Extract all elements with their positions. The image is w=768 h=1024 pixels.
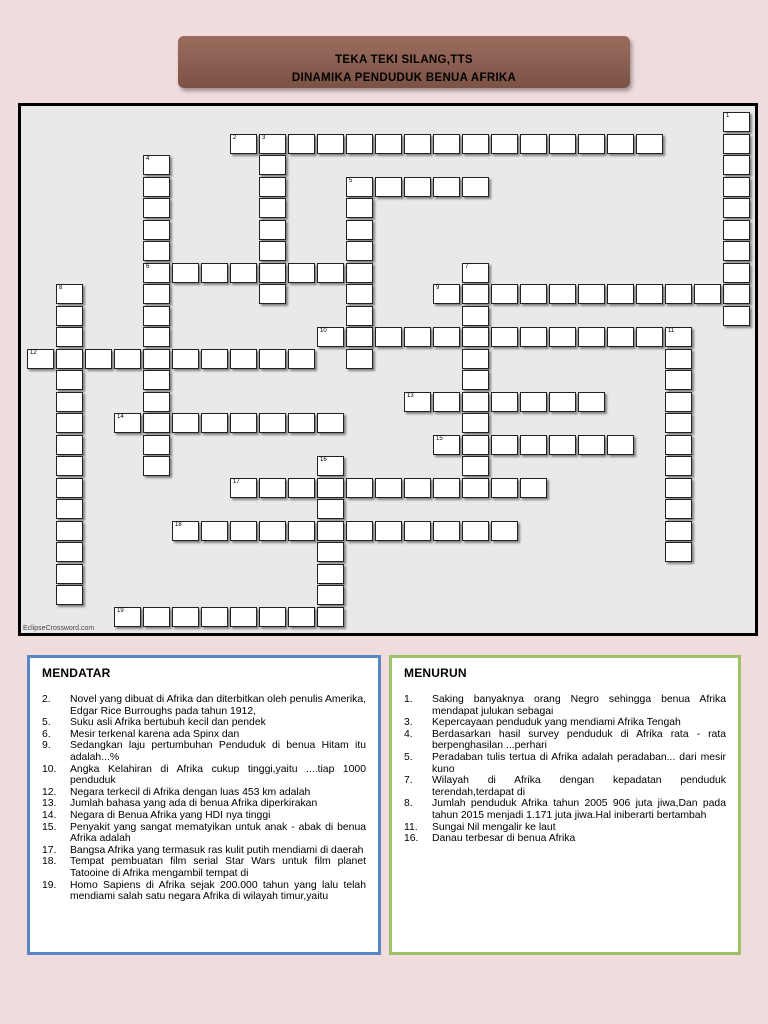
- crossword-cell[interactable]: [259, 284, 286, 304]
- cell-number: 1: [726, 113, 730, 119]
- crossword-cell[interactable]: [259, 607, 286, 627]
- clue-number: 6.: [42, 728, 51, 740]
- menurun-clue: [404, 798, 726, 821]
- crossword-cell[interactable]: [346, 198, 373, 218]
- crossword-cell[interactable]: [346, 134, 373, 154]
- crossword-cell[interactable]: [143, 306, 170, 326]
- crossword-cell[interactable]: [56, 478, 83, 498]
- crossword-cell[interactable]: [578, 435, 605, 455]
- crossword-cell[interactable]: [56, 499, 83, 519]
- crossword-cell[interactable]: [723, 306, 750, 326]
- crossword-cell[interactable]: [491, 392, 518, 412]
- crossword-cell[interactable]: [549, 284, 576, 304]
- crossword-cell[interactable]: [317, 564, 344, 584]
- crossword-cell[interactable]: [462, 413, 489, 433]
- crossword-cell[interactable]: [433, 435, 460, 455]
- clue-number: 14.: [42, 809, 57, 821]
- crossword-cell[interactable]: [201, 349, 228, 369]
- crossword-cell[interactable]: [375, 177, 402, 197]
- crossword-cell[interactable]: [288, 349, 315, 369]
- crossword-cell[interactable]: [723, 284, 750, 304]
- clue-number: 5.: [42, 717, 51, 729]
- crossword-cell[interactable]: [56, 521, 83, 541]
- crossword-cell[interactable]: [549, 392, 576, 412]
- crossword-cell[interactable]: [491, 435, 518, 455]
- crossword-cell[interactable]: [317, 607, 344, 627]
- menurun-clue: [404, 752, 726, 775]
- crossword-cell[interactable]: [694, 284, 721, 304]
- crossword-cell[interactable]: [317, 478, 344, 498]
- clue-number: 17.: [42, 844, 57, 856]
- mendatar-title: MENDATAR: [42, 666, 111, 680]
- clue-text: Jumlah bahasa yang ada di benua Afrika diperkirakan: [70, 798, 318, 810]
- crossword-cell[interactable]: [143, 349, 170, 369]
- mendatar-clue: [42, 845, 366, 857]
- crossword-cell[interactable]: [230, 263, 257, 283]
- crossword-cell[interactable]: [259, 134, 286, 154]
- crossword-cell[interactable]: [433, 134, 460, 154]
- crossword-cell[interactable]: [723, 220, 750, 240]
- mendatar-clue: [42, 880, 366, 903]
- crossword-cell[interactable]: [143, 370, 170, 390]
- crossword-cell[interactable]: [491, 478, 518, 498]
- crossword-cell[interactable]: [56, 435, 83, 455]
- crossword-cell[interactable]: [259, 478, 286, 498]
- crossword-cell[interactable]: [288, 413, 315, 433]
- crossword-cell[interactable]: [491, 327, 518, 347]
- crossword-cell[interactable]: [520, 284, 547, 304]
- clue-number: 15.: [42, 821, 57, 833]
- cell-number: 5: [349, 177, 353, 184]
- clue-text: Tempat pembuatan film serial Star Wars untuk film planet Tatooine di Afrika mengambil tempat di: [70, 856, 366, 879]
- crossword-cell[interactable]: [578, 327, 605, 347]
- crossword-cell[interactable]: [230, 521, 257, 541]
- crossword-cell[interactable]: [375, 134, 402, 154]
- clue-text: Peradaban tulis tertua di Afrika adalah peradaban... dari mesir kuno: [432, 751, 726, 775]
- crossword-cell[interactable]: [346, 521, 373, 541]
- menurun-clue: [404, 775, 726, 798]
- crossword-cell[interactable]: [143, 456, 170, 476]
- crossword-cell[interactable]: [462, 478, 489, 498]
- crossword-cell[interactable]: [723, 155, 750, 175]
- crossword-cell[interactable]: [462, 456, 489, 476]
- crossword-cell[interactable]: [607, 284, 634, 304]
- crossword-cell[interactable]: [433, 327, 460, 347]
- crossword-cell[interactable]: [404, 327, 431, 347]
- crossword-cell[interactable]: [143, 177, 170, 197]
- crossword-cell[interactable]: [723, 241, 750, 261]
- crossword-cell[interactable]: [143, 220, 170, 240]
- crossword-cell[interactable]: [56, 306, 83, 326]
- clue-text: Danau terbesar di benua Afrika: [432, 833, 576, 845]
- mendatar-clue: [42, 822, 366, 845]
- cell-number: 19: [117, 607, 124, 614]
- crossword-cell[interactable]: [636, 327, 663, 347]
- crossword-cell[interactable]: [317, 263, 344, 283]
- crossword-cell[interactable]: [346, 284, 373, 304]
- crossword-cell[interactable]: [346, 263, 373, 283]
- crossword-cell[interactable]: [404, 478, 431, 498]
- clue-number: 10.: [42, 763, 57, 775]
- clue-number: 12.: [42, 786, 57, 798]
- mendatar-panel: [27, 655, 381, 955]
- crossword-cell[interactable]: [56, 370, 83, 390]
- crossword-cell[interactable]: [462, 134, 489, 154]
- crossword-cell[interactable]: [404, 521, 431, 541]
- mendatar-clue: [42, 717, 366, 729]
- clue-number: 3.: [404, 717, 413, 729]
- crossword-cell[interactable]: [201, 413, 228, 433]
- crossword-cell[interactable]: [114, 607, 141, 627]
- clue-text: Wilayah di Afrika dengan kepadatan penduduk terendah,terdapat di: [432, 775, 726, 798]
- cell-number: 17: [233, 478, 240, 485]
- crossword-cell[interactable]: [172, 263, 199, 283]
- crossword-cell[interactable]: [636, 284, 663, 304]
- menurun-clue: [404, 822, 726, 834]
- mendatar-clue: [42, 856, 366, 879]
- crossword-cell[interactable]: [520, 478, 547, 498]
- clue-text: Homo Sapiens di Afrika sejak 200.000 tahun yang lalu telah mendiami salah satu negara Afrika di wilayah timur,yaitu: [70, 879, 366, 903]
- crossword-cell[interactable]: [665, 542, 692, 562]
- crossword-cell[interactable]: [375, 478, 402, 498]
- crossword-cell[interactable]: [607, 435, 634, 455]
- clue-text: Suku asli Afrika bertubuh kecil dan pendek: [70, 717, 266, 729]
- crossword-cell[interactable]: [665, 327, 692, 347]
- crossword-cell[interactable]: [346, 327, 373, 347]
- crossword-cell[interactable]: [259, 241, 286, 261]
- crossword-cell[interactable]: [172, 349, 199, 369]
- crossword-cell[interactable]: [607, 327, 634, 347]
- crossword-cell[interactable]: [346, 177, 373, 197]
- clue-number: 7.: [404, 775, 413, 787]
- clue-text: Saking banyaknya orang Negro sehingga benua Afrika mendapat julukan sebagai: [432, 694, 726, 717]
- cell-number: 9: [436, 285, 440, 291]
- crossword-cell[interactable]: [230, 134, 257, 154]
- crossword-cell[interactable]: [723, 177, 750, 197]
- crossword-cell[interactable]: [549, 327, 576, 347]
- crossword-cell[interactable]: [665, 499, 692, 519]
- menurun-clue: [404, 694, 726, 717]
- crossword-cell[interactable]: [114, 349, 141, 369]
- menurun-clue: [404, 729, 726, 752]
- crossword-cell[interactable]: [665, 392, 692, 412]
- crossword-cell[interactable]: [56, 413, 83, 433]
- crossword-cell[interactable]: [723, 263, 750, 283]
- crossword-cell[interactable]: [520, 435, 547, 455]
- crossword-cell[interactable]: [56, 327, 83, 347]
- crossword-cell[interactable]: [665, 478, 692, 498]
- cell-number: 6: [146, 263, 150, 270]
- crossword-cell[interactable]: [259, 155, 286, 175]
- cell-number: 10: [320, 328, 327, 334]
- crossword-cell[interactable]: [288, 263, 315, 283]
- mendatar-clue: [42, 810, 366, 822]
- crossword-cell[interactable]: [56, 564, 83, 584]
- crossword-cell[interactable]: [56, 349, 83, 369]
- cell-number: 14: [117, 414, 124, 420]
- crossword-cell[interactable]: [549, 134, 576, 154]
- crossword-cell[interactable]: [665, 349, 692, 369]
- crossword-cell[interactable]: [288, 521, 315, 541]
- crossword-cell[interactable]: [665, 284, 692, 304]
- clue-text: Negara di Benua Afrika yang HDI nya tinggi: [70, 809, 271, 821]
- mendatar-clue: [42, 694, 366, 717]
- crossword-cell[interactable]: [172, 521, 199, 541]
- cell-number: 12: [30, 349, 37, 356]
- clue-text: Angka Kelahiran di Afrika cukup tinggi,yaitu ....tiap 1000 penduduk: [70, 763, 366, 787]
- crossword-cell[interactable]: [143, 263, 170, 283]
- menurun-panel: [389, 655, 741, 955]
- crossword-cell[interactable]: [346, 306, 373, 326]
- crossword-cell[interactable]: [723, 198, 750, 218]
- crossword-cell[interactable]: [665, 521, 692, 541]
- crossword-cell[interactable]: [56, 456, 83, 476]
- crossword-cell[interactable]: [665, 435, 692, 455]
- clue-number: 19.: [42, 879, 57, 891]
- crossword-cell[interactable]: [665, 370, 692, 390]
- crossword-cell[interactable]: [491, 134, 518, 154]
- crossword-cell[interactable]: [317, 327, 344, 347]
- crossword-cell[interactable]: [520, 392, 547, 412]
- clue-text: Berdasarkan hasil survey penduduk di Afrika rata - rata berpenghasilan ...perhari: [432, 728, 726, 752]
- cell-number: 4: [146, 156, 150, 162]
- crossword-cell[interactable]: [56, 392, 83, 412]
- crossword-cell[interactable]: [462, 349, 489, 369]
- mendatar-clue: [42, 787, 366, 799]
- crossword-cell[interactable]: [346, 478, 373, 498]
- crossword-cell[interactable]: [143, 327, 170, 347]
- menurun-clue: [404, 833, 726, 845]
- clue-number: 11.: [404, 821, 418, 833]
- cell-number: 16: [320, 457, 327, 463]
- crossword-cell[interactable]: [491, 521, 518, 541]
- crossword-cell[interactable]: [462, 306, 489, 326]
- crossword-cell[interactable]: [433, 392, 460, 412]
- crossword-cell[interactable]: [259, 349, 286, 369]
- crossword-cell[interactable]: [201, 607, 228, 627]
- crossword-cell[interactable]: [259, 263, 286, 283]
- crossword-cell[interactable]: [433, 478, 460, 498]
- crossword-cell[interactable]: [636, 134, 663, 154]
- title-line-1: TEKA TEKI SILANG,TTS: [335, 54, 473, 66]
- cell-number: 18: [175, 521, 182, 528]
- crossword-cell[interactable]: [56, 542, 83, 562]
- crossword-cell[interactable]: [172, 607, 199, 627]
- crossword-cell[interactable]: [288, 607, 315, 627]
- crossword-cell[interactable]: [317, 413, 344, 433]
- clue-number: 8.: [404, 798, 413, 810]
- crossword-cell[interactable]: [404, 134, 431, 154]
- crossword-cell[interactable]: [259, 521, 286, 541]
- crossword-cell[interactable]: [85, 349, 112, 369]
- crossword-cell[interactable]: [462, 263, 489, 283]
- crossword-cell[interactable]: [375, 521, 402, 541]
- cell-number: 2: [233, 134, 237, 141]
- mendatar-clue: [42, 798, 366, 810]
- crossword-cell[interactable]: [723, 112, 750, 132]
- crossword-cell[interactable]: [143, 241, 170, 261]
- clue-text: Penyakit yang sangat mematyikan untuk anak - abak di benua Afrika adalah: [70, 821, 366, 845]
- crossword-cell[interactable]: [230, 607, 257, 627]
- crossword-cell[interactable]: [317, 456, 344, 476]
- crossword-cell[interactable]: [143, 435, 170, 455]
- crossword-cell[interactable]: [201, 263, 228, 283]
- clue-text: Sungai Nil mengalir ke laut: [432, 821, 556, 833]
- clue-number: 2.: [42, 694, 51, 705]
- crossword-cell[interactable]: [665, 413, 692, 433]
- crossword-cell[interactable]: [230, 413, 257, 433]
- clue-number: 5.: [404, 751, 413, 763]
- crossword-cell[interactable]: [346, 241, 373, 261]
- crossword-cell[interactable]: [462, 521, 489, 541]
- clue-text: Jumlah penduduk Afrika tahun 2005 906 juta jiwa,Dan pada tahun 2015 menjadi 1.171 juta jiwa.Hal iniberarti bertambah: [432, 798, 726, 821]
- crossword-cell[interactable]: [201, 521, 228, 541]
- clue-number: 13.: [42, 798, 57, 810]
- clue-number: 9.: [42, 740, 51, 752]
- clue-text: Mesir terkenal karena ada Spinx dan: [70, 728, 240, 740]
- crossword-cell[interactable]: [56, 585, 83, 605]
- mendatar-clue: [42, 729, 366, 741]
- crossword-cell[interactable]: [317, 585, 344, 605]
- crossword-cell[interactable]: [172, 413, 199, 433]
- crossword-cell[interactable]: [723, 134, 750, 154]
- crossword-cell[interactable]: [259, 220, 286, 240]
- crossword-cell[interactable]: [433, 177, 460, 197]
- clue-number: 1.: [404, 694, 413, 705]
- crossword-cell[interactable]: [433, 521, 460, 541]
- crossword-cell[interactable]: [346, 349, 373, 369]
- cell-number: 8: [59, 285, 63, 291]
- crossword-cell[interactable]: [259, 413, 286, 433]
- crossword-cell[interactable]: [143, 392, 170, 412]
- crossword-cell[interactable]: [288, 134, 315, 154]
- clue-number: 16.: [404, 833, 419, 845]
- crossword-cell[interactable]: [56, 284, 83, 304]
- crossword-cell[interactable]: [230, 349, 257, 369]
- crossword-cell[interactable]: [114, 413, 141, 433]
- crossword-cell[interactable]: [520, 327, 547, 347]
- clue-text: Bangsa Afrika yang termasuk ras kulit putih mendiami di daerah: [70, 844, 364, 856]
- crossword-cell[interactable]: [288, 478, 315, 498]
- crossword-grid: [18, 103, 758, 636]
- crossword-cell[interactable]: [404, 392, 431, 412]
- crossword-cell[interactable]: [259, 198, 286, 218]
- clue-text: Sedangkan laju pertumbuhan Penduduk di benua Hitam itu adalah...%: [70, 740, 366, 763]
- crossword-cell[interactable]: [317, 542, 344, 562]
- crossword-cell[interactable]: [143, 198, 170, 218]
- crossword-cell[interactable]: [665, 456, 692, 476]
- crossword-cell[interactable]: [143, 155, 170, 175]
- crossword-cell[interactable]: [317, 134, 344, 154]
- crossword-cell[interactable]: [578, 134, 605, 154]
- crossword-cell[interactable]: [317, 499, 344, 519]
- crossword-cell[interactable]: [549, 435, 576, 455]
- crossword-cell[interactable]: [607, 134, 634, 154]
- crossword-cell[interactable]: [259, 177, 286, 197]
- crossword-cell[interactable]: [462, 392, 489, 412]
- title-line-2: DINAMIKA PENDUDUK BENUA AFRIKA: [291, 72, 517, 84]
- menurun-list: [404, 694, 726, 845]
- clue-text: Novel yang dibuat di Afrika dan diterbitkan oleh penulis Amerika, Edgar Rice Burroughs pada tahun 1912,: [70, 694, 366, 717]
- crossword-cell[interactable]: [462, 327, 489, 347]
- mendatar-clue: [42, 740, 366, 763]
- crossword-cell[interactable]: [143, 607, 170, 627]
- clue-number: 18.: [42, 856, 57, 868]
- clue-text: Kepercayaan penduduk yang mendiami Afrika Tengah: [432, 717, 681, 729]
- mendatar-list: [42, 694, 366, 903]
- crossword-cell[interactable]: [404, 177, 431, 197]
- title-banner: [178, 36, 630, 88]
- crossword-cell[interactable]: [346, 220, 373, 240]
- mendatar-clue: [42, 764, 366, 787]
- menurun-title: MENURUN: [404, 666, 467, 680]
- crossword-cell[interactable]: [578, 284, 605, 304]
- crossword-cell[interactable]: [462, 370, 489, 390]
- watermark: EclipseCrossword.com: [23, 625, 95, 632]
- crossword-cell[interactable]: [520, 134, 547, 154]
- cell-number: 11: [668, 328, 675, 334]
- crossword-cell[interactable]: [143, 413, 170, 433]
- clue-text: Negara terkecil di Afrika dengan luas 453 km adalah: [70, 786, 311, 798]
- crossword-cell[interactable]: [433, 284, 460, 304]
- crossword-cell[interactable]: [230, 478, 257, 498]
- crossword-cell[interactable]: [143, 284, 170, 304]
- crossword-cell[interactable]: [27, 349, 54, 369]
- clue-number: 4.: [404, 728, 413, 740]
- cell-number: 7: [465, 263, 469, 270]
- cell-number: 3: [262, 134, 266, 141]
- crossword-cell[interactable]: [462, 284, 489, 304]
- menurun-clue: [404, 717, 726, 729]
- crossword-cell[interactable]: [462, 177, 489, 197]
- crossword-cell[interactable]: [317, 521, 344, 541]
- crossword-cell[interactable]: [375, 327, 402, 347]
- cell-number: 13: [407, 392, 414, 399]
- crossword-cell[interactable]: [462, 435, 489, 455]
- crossword-cell[interactable]: [578, 392, 605, 412]
- crossword-cell[interactable]: [491, 284, 518, 304]
- cell-number: 15: [436, 435, 443, 442]
